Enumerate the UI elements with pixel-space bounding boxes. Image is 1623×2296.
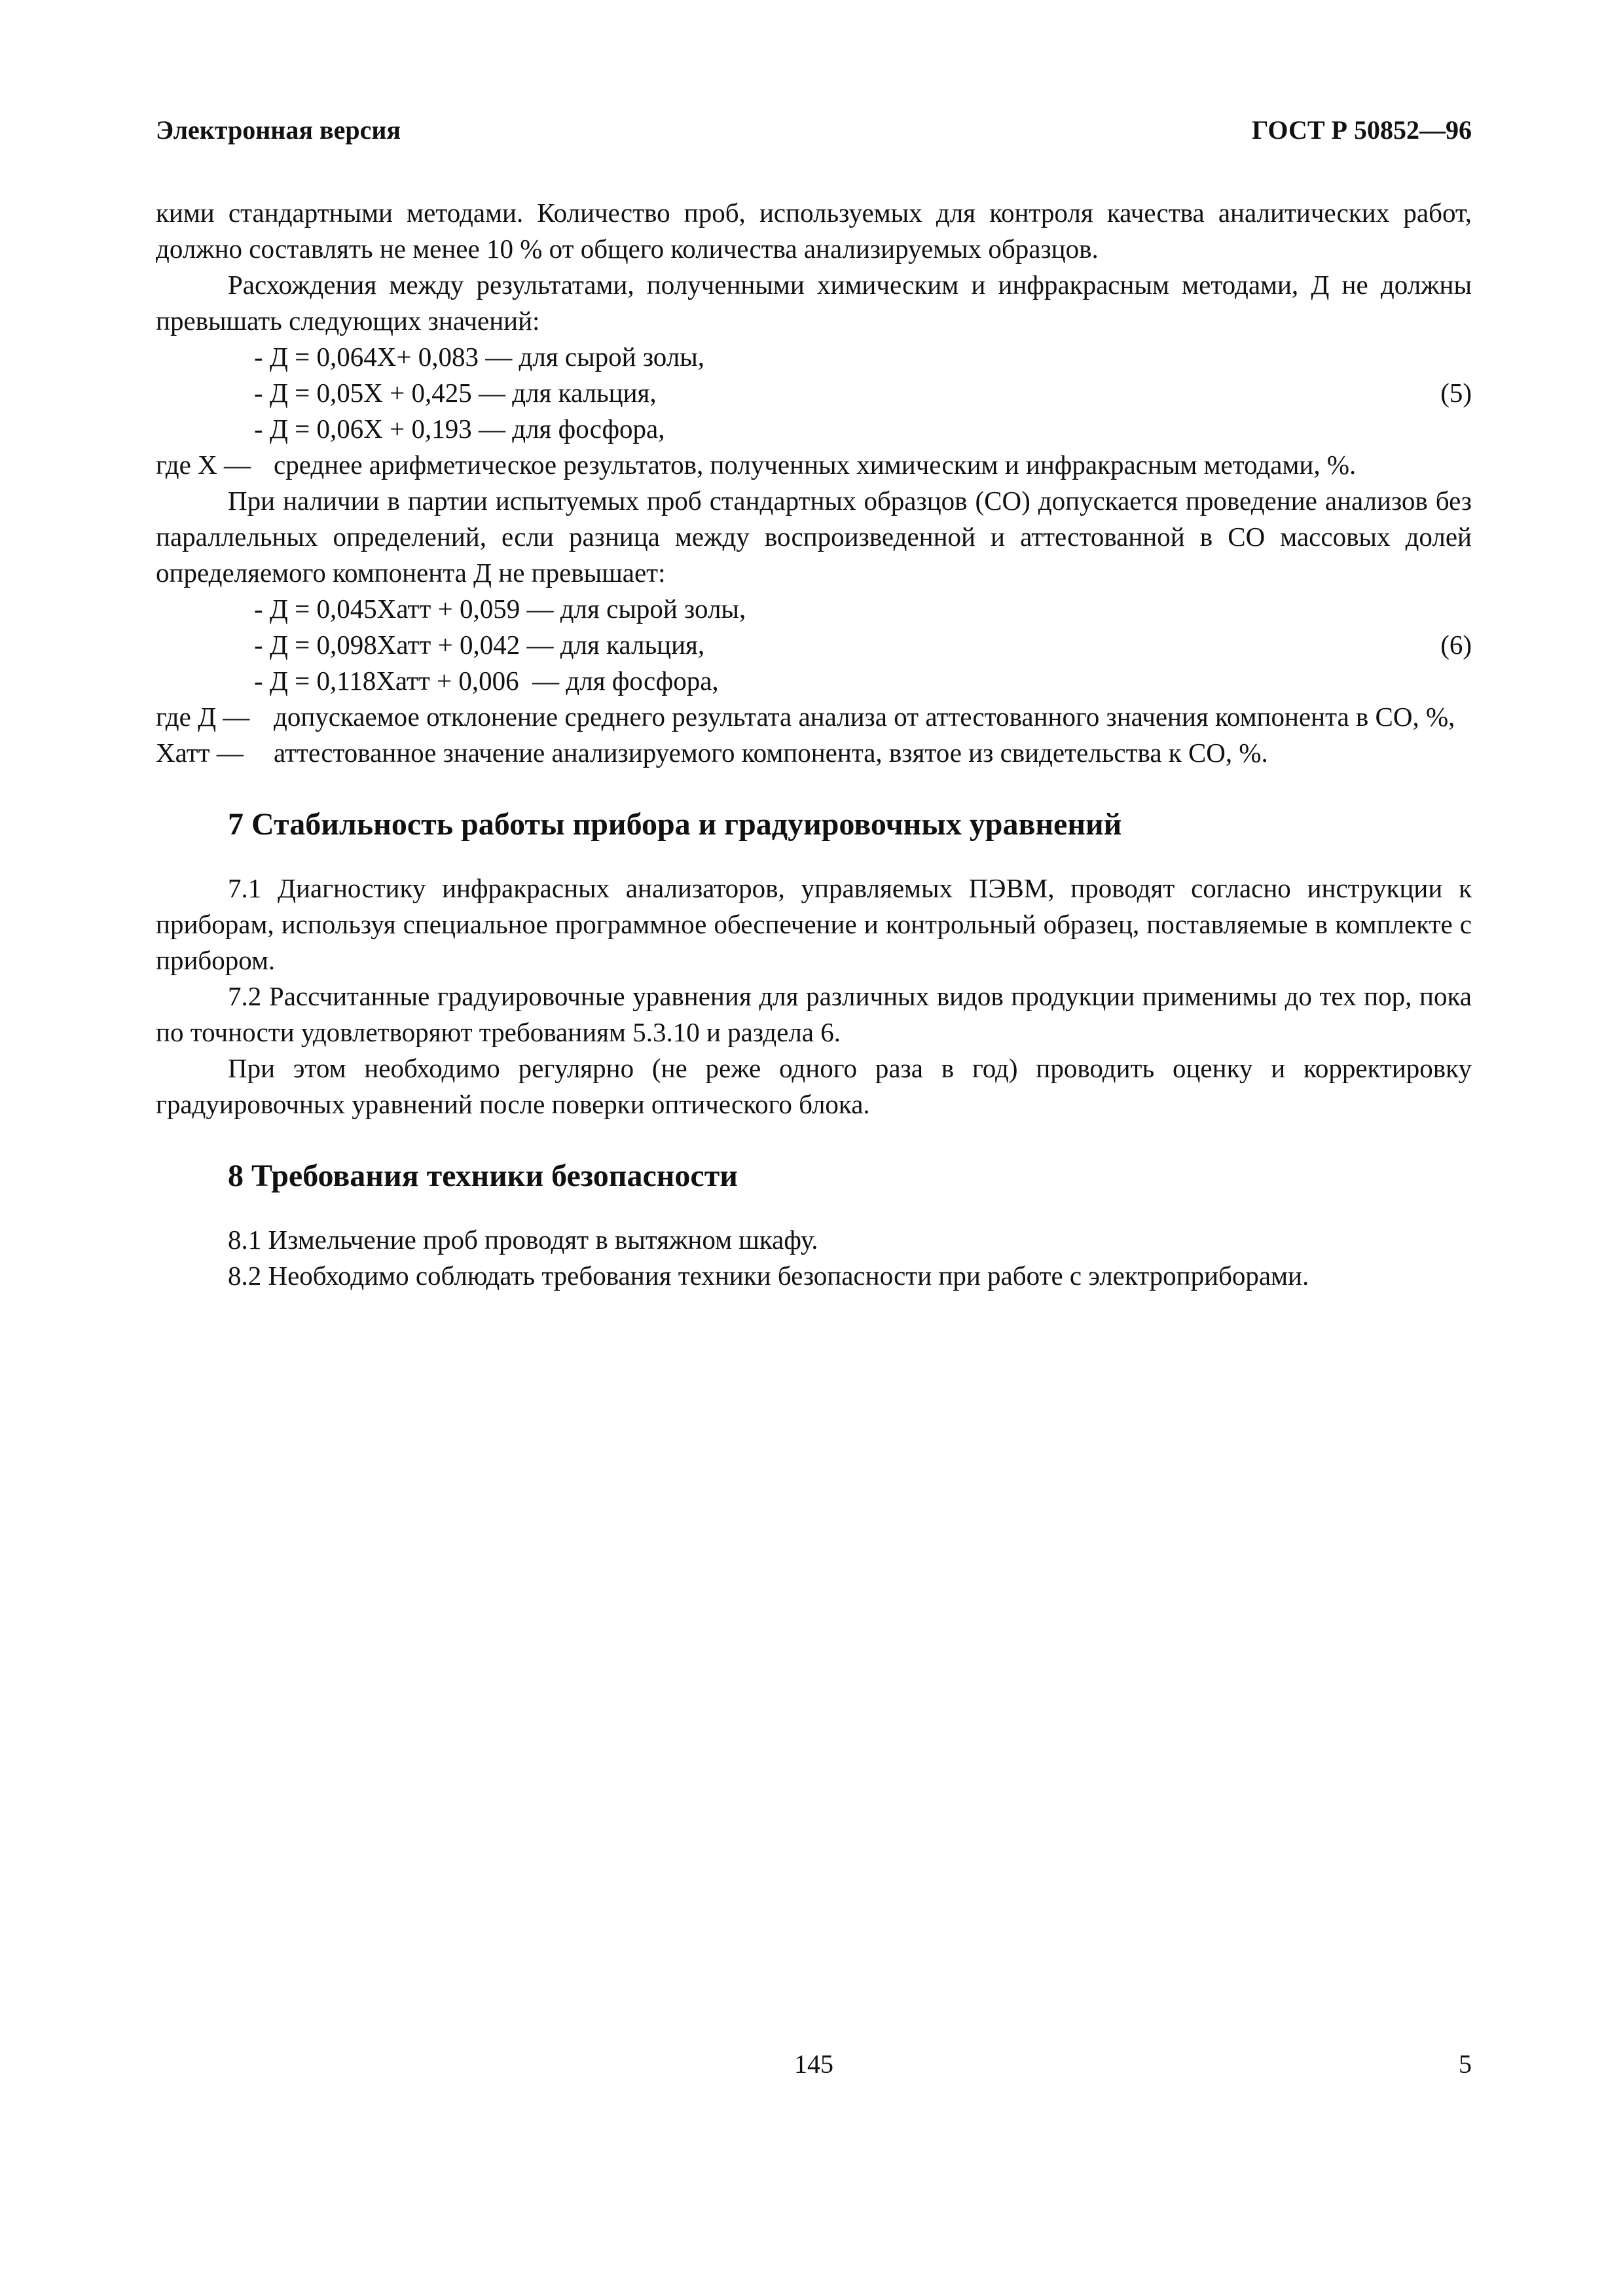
where-symbol: где Д — bbox=[156, 702, 250, 732]
equation-6-block bbox=[254, 591, 1472, 699]
equation-5-line: - Д = 0,06X + 0,193 — для фосфора, bbox=[254, 414, 665, 444]
running-header-left: Электронная версия bbox=[156, 115, 401, 145]
equation-6-line: - Д = 0,118Xатт + 0,006 — для фосфора, bbox=[254, 666, 719, 696]
equation-5-line: - Д = 0,064X+ 0,083 — для сырой золы, bbox=[254, 342, 705, 372]
equation-6-where-2 bbox=[156, 735, 1472, 771]
running-header-right: ГОСТ Р 50852—96 bbox=[1251, 115, 1472, 145]
equation-6-line: - Д = 0,098Xатт + 0,042 — для кальция, bbox=[254, 630, 705, 660]
section-7-paragraph-1: 7.1 Диагностику инфракрасных анализаторов, управляемых ПЭВМ, проводят согласно инструкции к приборам, используя специальное программное обеспечение и контрольный образец, поставляемые в комплекте с прибором. bbox=[156, 873, 1472, 975]
section-7-heading: 7 Стабильность работы прибора и градуировочных уравнений bbox=[228, 807, 1122, 842]
section-8-paragraph-1: 8.1 Измельчение проб проводят в вытяжном шкафу. bbox=[228, 1225, 818, 1255]
equation-6-line: - Д = 0,045Xатт + 0,059 — для сырой золы, bbox=[254, 594, 746, 624]
equation-6-number: (6) bbox=[1440, 630, 1472, 660]
document-body bbox=[156, 195, 1472, 1294]
equation-6-where-1 bbox=[156, 699, 1472, 735]
equation-5-number: (5) bbox=[1440, 378, 1472, 408]
section-8-heading: 8 Требования техники безопасности bbox=[228, 1158, 738, 1193]
co-paragraph: При наличии в партии испытуемых проб стандартных образцов (СО) допускается проведение анализов без параллельных определений, если разница между воспроизведенной и аттестованной в СО массовых долей определяемого компонента Д не превышает: bbox=[156, 486, 1472, 588]
where-definition: среднее арифметическое результатов, полученных химическим и инфракрасным методами, %. bbox=[274, 450, 1357, 480]
page-number-center: 145 bbox=[794, 2049, 833, 2079]
intro-paragraph-2: Расхождения между результатами, полученными химическим и инфракрасным методами, Д не должны превышать следующих значений: bbox=[156, 270, 1472, 336]
equation-5-where bbox=[156, 447, 1472, 483]
section-7-paragraph-3: При этом необходимо регулярно (не реже одного раза в год) проводить оценку и корректировку градуировочных уравнений после поверки оптического блока. bbox=[156, 1053, 1472, 1119]
where-symbol: Xатт — bbox=[156, 738, 244, 768]
where-definition: аттестованное значение анализируемого компонента, взятое из свидетельства к СО, %. bbox=[274, 738, 1268, 768]
equation-5-line: - Д = 0,05X + 0,425 — для кальция, bbox=[254, 378, 657, 408]
document-page bbox=[156, 0, 1472, 2296]
where-definition: допускаемое отклонение среднего результата анализа от аттестованного значения компонента в СО, %, bbox=[274, 702, 1455, 732]
intro-paragraph-1: кими стандартными методами. Количество проб, используемых для контроля качества аналитических работ, должно составлять не менее 10 % от общего количества анализируемых образцов. bbox=[156, 198, 1472, 264]
section-7-paragraph-2: 7.2 Рассчитанные градуировочные уравнения для различных видов продукции применимы до тех пор, пока по точности удовлетворяют требованиям 5.3.10 и раздела 6. bbox=[156, 981, 1472, 1047]
where-symbol: где X — bbox=[156, 450, 251, 480]
page-number-right: 5 bbox=[1459, 2049, 1472, 2079]
section-8-paragraph-2: 8.2 Необходимо соблюдать требования техники безопасности при работе с электроприборами. bbox=[228, 1261, 1309, 1291]
equation-5-block bbox=[254, 339, 1472, 447]
